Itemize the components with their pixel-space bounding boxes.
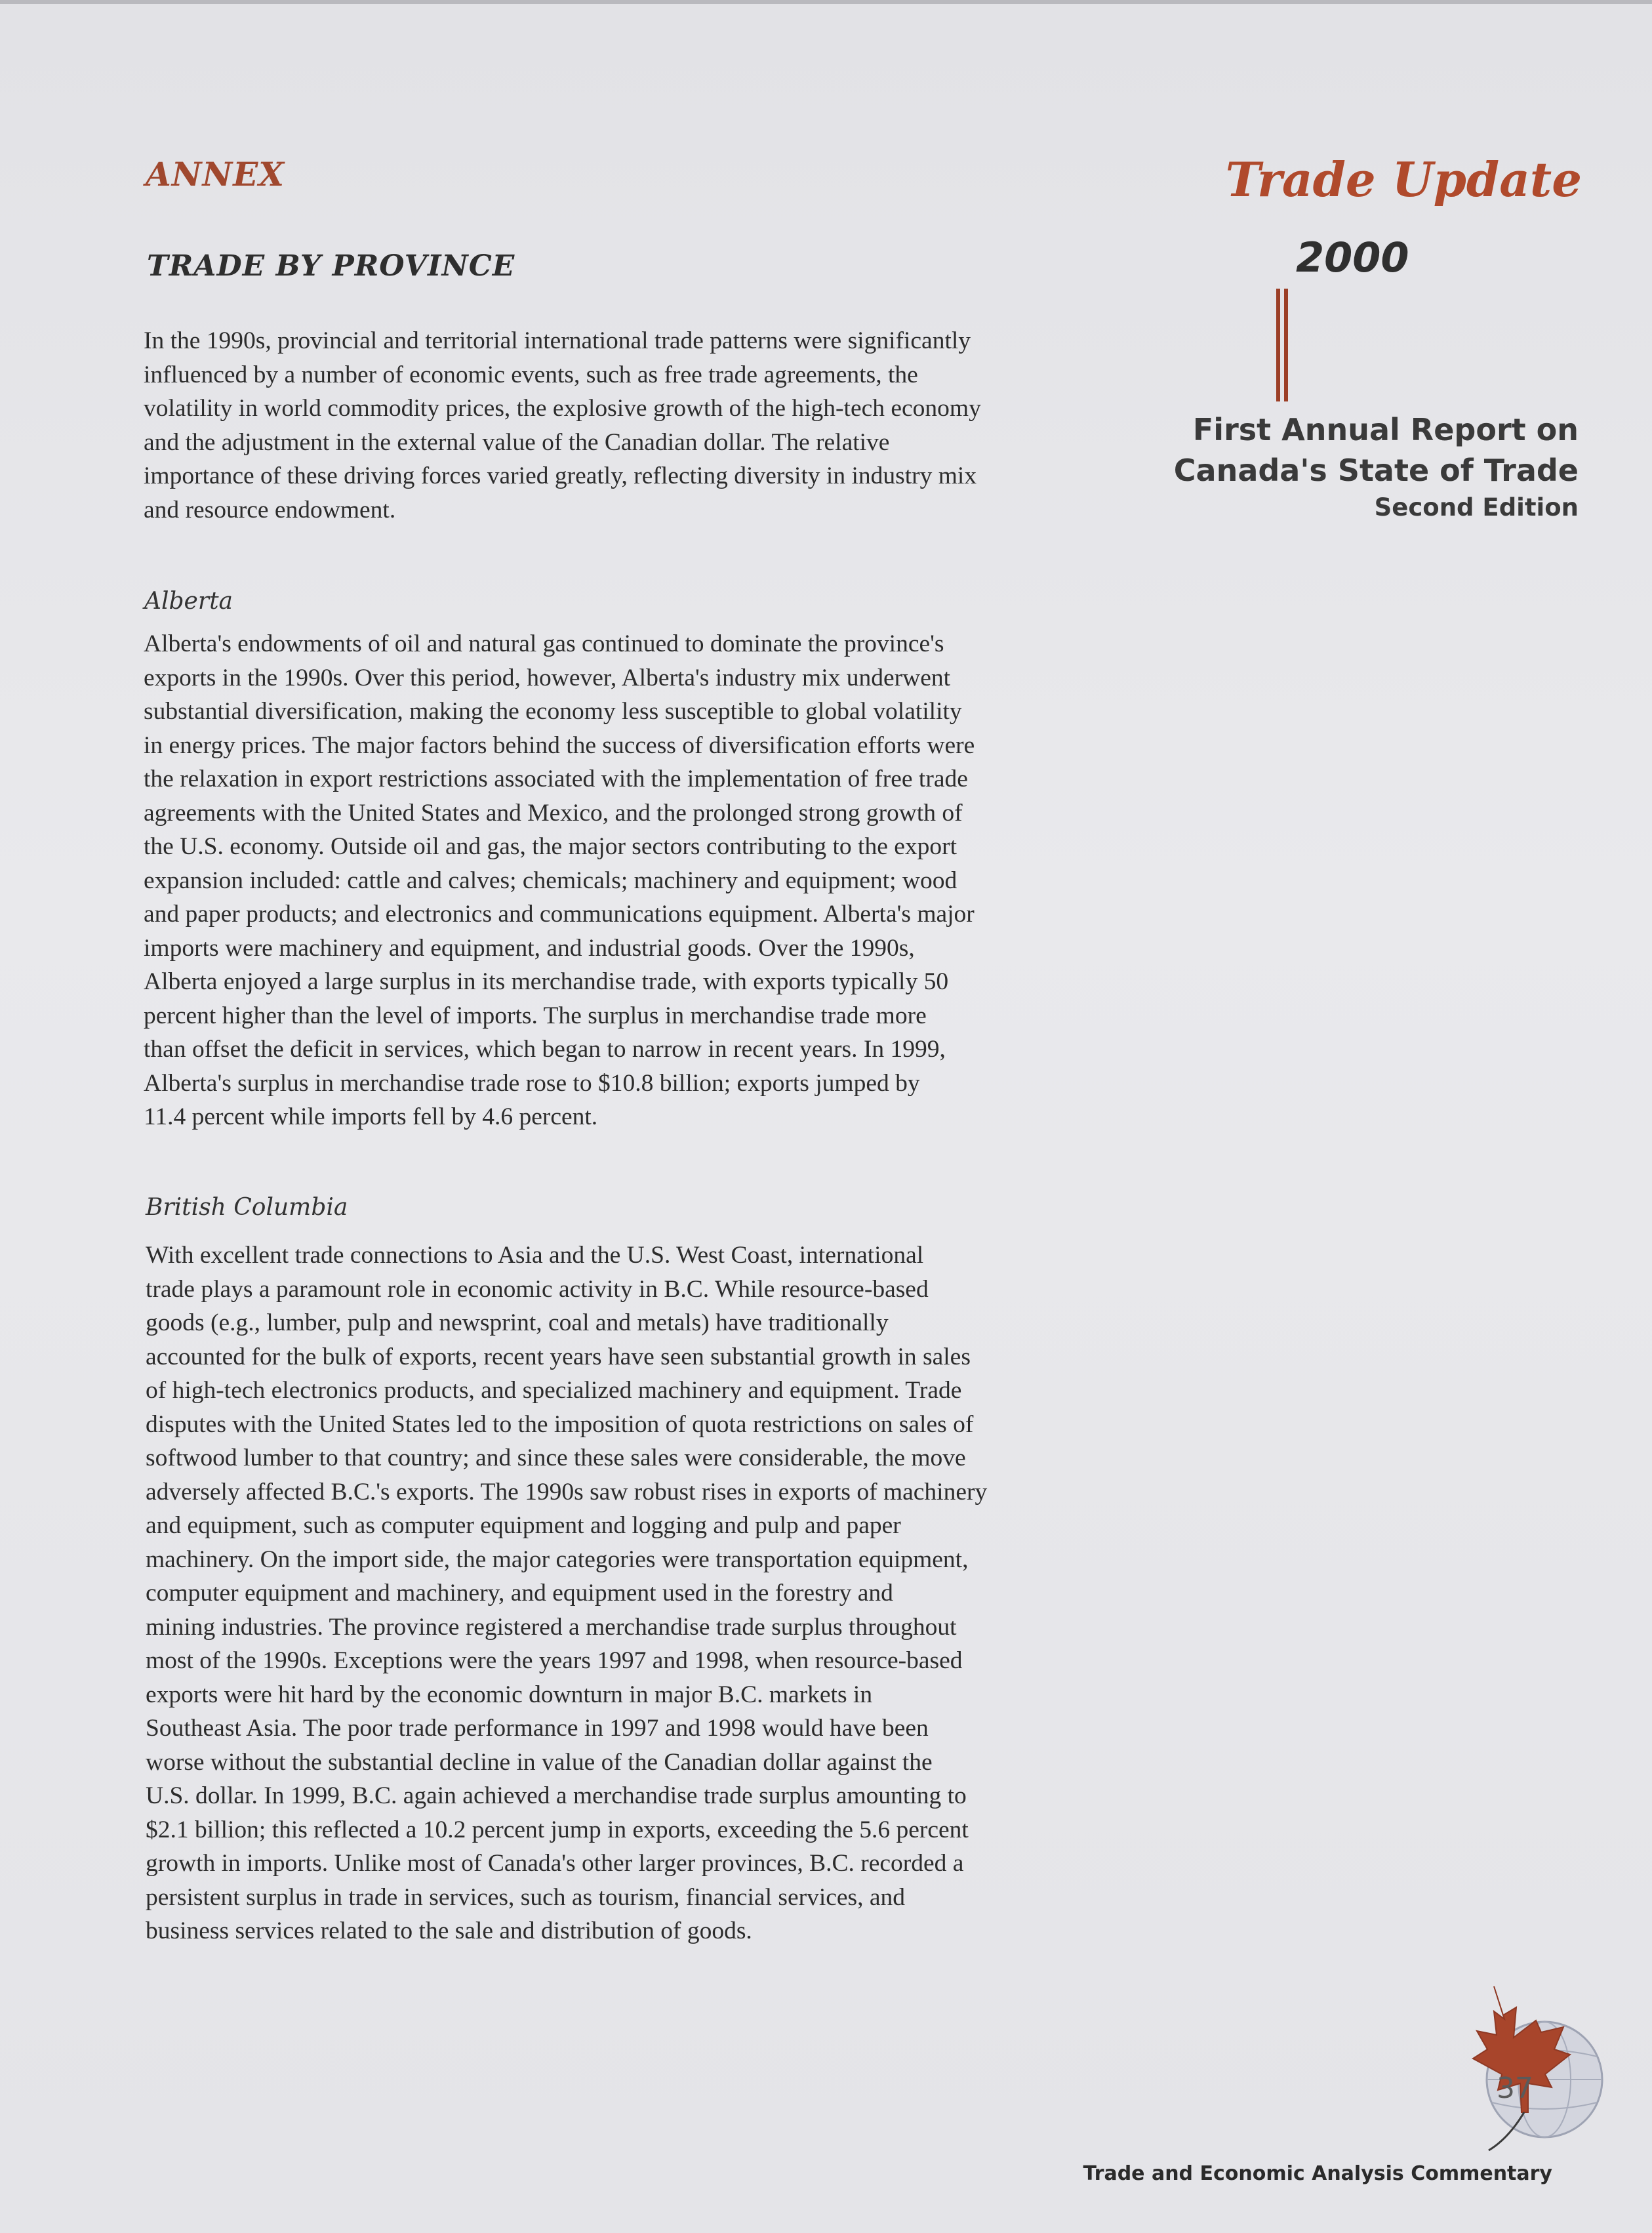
text-line: $2.1 billion; this reflected a 10.2 percent jump in exports, exceeding the 5.6 percent <box>146 1816 969 1843</box>
text-line: Alberta enjoyed a large surplus in its merchandise trade, with exports typically 50 <box>144 968 949 995</box>
text-line: Southeast Asia. The poor trade performance in 1997 and 1998 would have been <box>146 1715 929 1742</box>
text-line: disputes with the United States led to the imposition of quota restrictions on sales of <box>146 1410 974 1438</box>
text-line: importance of these driving forces varied greatly, reflecting diversity in industry mix <box>144 462 977 489</box>
brand-block <box>1123 152 1582 207</box>
text-line: goods (e.g., lumber, pulp and newsprint, coal and metals) have traditionally <box>146 1309 889 1336</box>
text-line: exports were hit hard by the economic downturn in major B.C. markets in <box>146 1681 873 1708</box>
text-line: growth in imports. Unlike most of Canada's other larger provinces, B.C. recorded a <box>146 1850 964 1877</box>
text-line: and equipment, such as computer equipment and logging and pulp and paper <box>146 1512 901 1539</box>
text-line: worse without the substantial decline in value of the Canadian dollar against the <box>146 1748 933 1776</box>
text-line: exports in the 1990s. Over this period, however, Alberta's industry mix underwent <box>144 664 951 691</box>
text-line: most of the 1990s. Exceptions were the years 1997 and 1998, when resource-based <box>146 1647 963 1674</box>
text-line: than offset the deficit in services, which began to narrow in recent years. In 1999, <box>144 1036 946 1063</box>
text-line: volatility in world commodity prices, the explosive growth of the high-tech economy <box>144 395 981 422</box>
text-line: In the 1990s, provincial and territorial international trade patterns were significantly <box>144 327 971 354</box>
report-edition: Second Edition <box>1374 493 1579 522</box>
text-line: substantial diversification, making the economy less susceptible to global volatility <box>144 698 962 725</box>
text-line: With excellent trade connections to Asia and the U.S. West Coast, international <box>146 1242 924 1269</box>
page-number: 37 <box>1497 2072 1533 2105</box>
text-line: accounted for the bulk of exports, recent years have seen substantial growth in sales <box>146 1343 971 1370</box>
text-line: softwood lumber to that country; and since these sales were considerable, the move <box>146 1444 966 1471</box>
text-line: persistent surplus in trade in services, such as tourism, financial services, and <box>146 1883 906 1911</box>
british-columbia-paragraph <box>146 1239 1090 1948</box>
brand-title: Trade Update <box>1225 152 1582 207</box>
text-line: in energy prices. The major factors behind the success of diversification efforts were <box>144 731 975 759</box>
text-line: the relaxation in export restrictions associated with the implementation of free trade <box>144 766 968 792</box>
text-line: Alberta's surplus in merchandise trade rose to $10.8 billion; exports jumped by <box>144 1069 920 1097</box>
text-line: machinery. On the import side, the major categories were transportation equipment, <box>146 1546 969 1573</box>
footer-series-title: Trade and Economic Analysis Commentary <box>1083 2162 1552 2185</box>
intro-paragraph <box>144 324 1088 527</box>
text-line: U.S. dollar. In 1999, B.C. again achieved a merchandise trade surplus amounting to <box>146 1782 967 1809</box>
alberta-paragraph <box>144 627 1088 1134</box>
page-top-edge <box>0 0 1652 4</box>
text-line: agreements with the United States and Mexico, and the prolonged strong growth of <box>144 799 963 827</box>
text-line: Alberta's endowments of oil and natural gas continued to dominate the province's <box>144 630 944 657</box>
divider-bar <box>1284 289 1288 401</box>
annex-label: ANNEX <box>146 155 285 194</box>
section-title: TRADE BY PROVINCE <box>147 249 515 283</box>
report-title-block <box>1119 409 1579 525</box>
text-line: and the adjustment in the external value of the Canadian dollar. The relative <box>144 428 890 456</box>
text-line: influenced by a number of economic events, such as free trade agreements, the <box>144 361 918 388</box>
text-line: business services related to the sale and distribution of goods. <box>146 1917 752 1944</box>
text-line: imports were machinery and equipment, and industrial goods. Over the 1990s, <box>144 934 915 962</box>
text-line: and paper products; and electronics and communications equipment. Alberta's major <box>144 901 975 928</box>
text-line: mining industries. The province registered a merchandise trade surplus throughout <box>146 1613 957 1641</box>
text-line: trade plays a paramount role in economic activity in B.C. While resource-based <box>146 1275 929 1303</box>
brand-year: 2000 <box>1296 234 1409 281</box>
text-line: expansion included: cattle and calves; chemicals; machinery and equipment; wood <box>144 867 957 894</box>
report-title-line1: First Annual Report on <box>1192 412 1579 447</box>
text-line: the U.S. economy. Outside oil and gas, the major sectors contributing to the export <box>144 833 957 860</box>
alberta-heading: Alberta <box>144 588 233 615</box>
text-line: of high-tech electronics products, and specialized machinery and equipment. Trade <box>146 1377 962 1404</box>
text-line: computer equipment and machinery, and equipment used in the forestry and <box>146 1580 893 1607</box>
maple-leaf-icon <box>1430 1981 1620 2158</box>
text-line: adversely affected B.C.'s exports. The 1990s saw robust rises in exports of machinery <box>146 1478 988 1506</box>
report-title-line2: Canada's State of Trade <box>1173 453 1579 488</box>
british-columbia-heading: British Columbia <box>146 1194 348 1221</box>
divider-bar <box>1276 289 1280 401</box>
text-line: 11.4 percent while imports fell by 4.6 percent. <box>144 1103 598 1130</box>
brand-divider-bars <box>1276 289 1292 401</box>
text-line: and resource endowment. <box>144 496 396 523</box>
text-line: percent higher than the level of imports. The surplus in merchandise trade more <box>144 1002 927 1029</box>
